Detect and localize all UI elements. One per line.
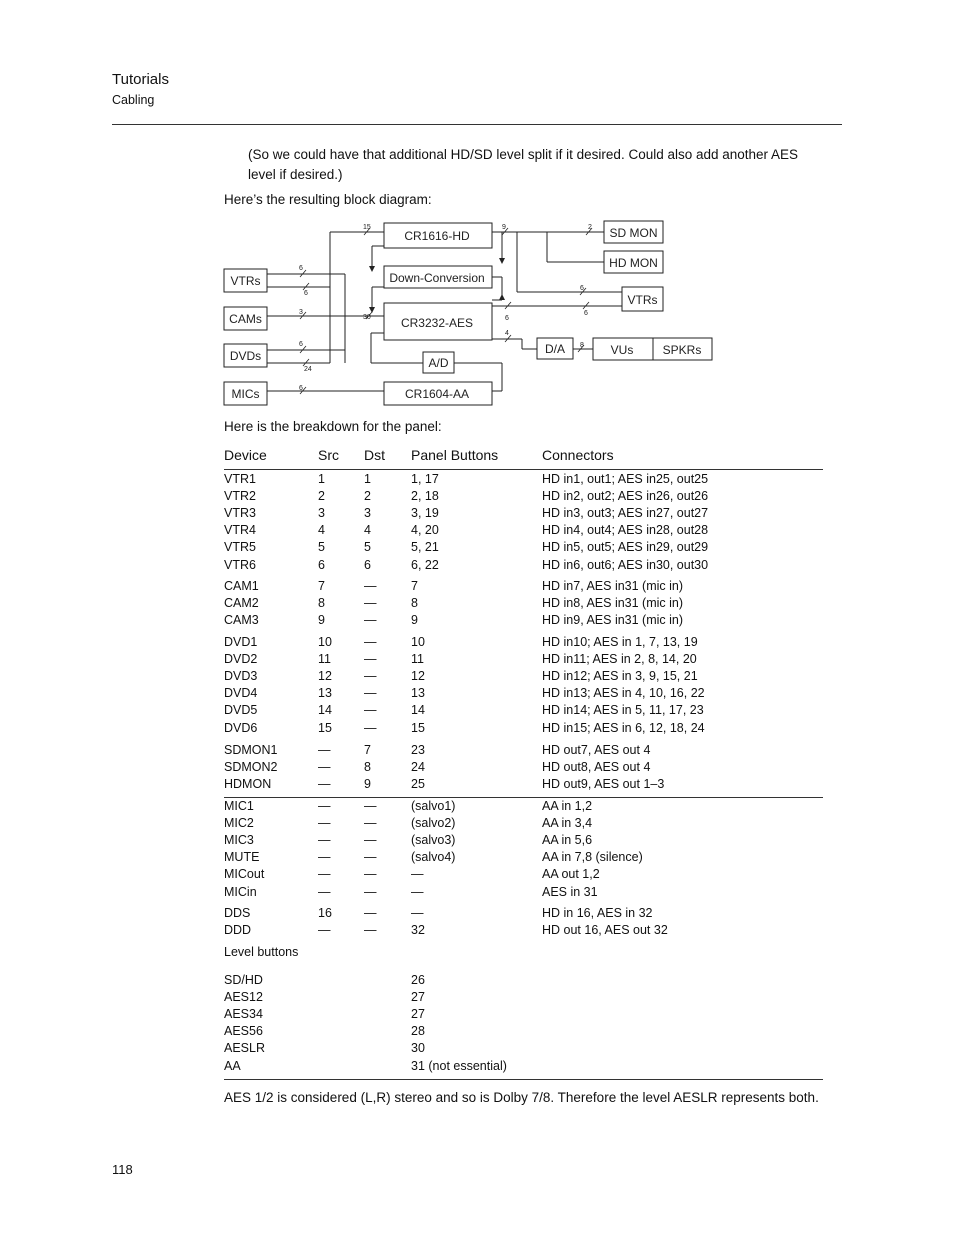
table-cell-connectors: HD in3, out3; AES in27, out27 <box>542 506 709 521</box>
table-cell-src: 15 <box>318 720 332 735</box>
col-header-src: Src <box>318 447 339 463</box>
table-cell-src: — <box>318 743 331 757</box>
table-cell-dst: — <box>364 703 377 718</box>
bus-label-vtr-out-top: 6 <box>580 285 584 292</box>
table-cell-connectors: AA out 1,2 <box>542 867 600 882</box>
cams-label: CAMs <box>229 312 262 326</box>
table-cell-connectors: HD in 16, AES in 32 <box>542 906 653 920</box>
bus-label-vtr-bottom: 6 <box>304 290 308 297</box>
table-cell-dst: — <box>364 923 377 938</box>
table-cell-device: VTR4 <box>224 523 256 538</box>
table-cell-connectors: AA in 3,4 <box>542 816 593 831</box>
bus-label-to-cr3232: 30 <box>363 314 371 321</box>
table-cell-src: 2 <box>318 489 325 504</box>
page-section-subtitle: Cabling <box>112 93 155 107</box>
ad-label: A/D <box>428 356 449 370</box>
table-cell-panel-buttons: 24 <box>411 760 425 775</box>
down-conversion-label: Down-Conversion <box>389 271 485 285</box>
table-cell-dst: — <box>364 850 377 865</box>
spkrs-label: SPKRs <box>662 343 702 357</box>
table-cell-panel-buttons: — <box>411 867 424 882</box>
table-cell-panel-buttons: 12 <box>411 669 425 684</box>
bus-label-dvd-bottom: 24 <box>304 366 312 373</box>
da-label: D/A <box>544 342 566 356</box>
table-cell-dst: 3 <box>364 506 371 521</box>
table-header-rule <box>224 469 823 470</box>
footer-note: AES 1/2 is considered (L,R) stereo and so is Dolby 7/8. Therefore the level AESLR represents both. <box>224 1090 819 1105</box>
col-header-device: Device <box>224 447 267 463</box>
table-cell-device: CAM2 <box>224 596 259 611</box>
bus-label-aes-da: 4 <box>505 330 509 337</box>
table-cell-panel-buttons: 14 <box>411 703 425 718</box>
table-cell-dst: — <box>364 720 377 735</box>
table-cell-panel-buttons: 4, 20 <box>411 523 439 538</box>
table-cell-device: DVD3 <box>224 669 258 684</box>
table-cell-dst: 2 <box>364 489 371 504</box>
mics-label: MICs <box>231 387 260 401</box>
cr1616-label: CR1616-HD <box>404 229 470 243</box>
table-cell-connectors: HD in10; AES in 1, 7, 13, 19 <box>542 635 698 649</box>
table-cell-device: MICin <box>224 884 257 899</box>
table-cell-level-name: AES34 <box>224 1007 263 1022</box>
table-cell-panel-buttons: 10 <box>411 635 425 649</box>
table-cell-panel-buttons: 1, 17 <box>411 472 439 486</box>
table-cell-panel-buttons: 3, 19 <box>411 506 439 521</box>
table-cell-dst: — <box>364 652 377 667</box>
vtrs-out-label: VTRs <box>627 293 658 307</box>
table-cell-src: 7 <box>318 579 325 593</box>
table-cell-device: SDMON1 <box>224 743 278 757</box>
table-cell-level-button: 31 (not essential) <box>411 1058 507 1073</box>
table-cell-device: MUTE <box>224 850 260 865</box>
table-cell-panel-buttons: 23 <box>411 743 425 757</box>
bus-label-vtr-top: 6 <box>299 265 303 272</box>
table-cell-device: DVD4 <box>224 686 258 701</box>
breakdown-caption: Here is the breakdown for the panel: <box>224 419 442 434</box>
table-cell-connectors: HD in5, out5; AES in29, out29 <box>542 540 709 555</box>
table-cell-panel-buttons: (salvo4) <box>411 850 456 865</box>
table-cell-device: CAM3 <box>224 613 259 628</box>
table-cell-level-name: AES12 <box>224 990 263 1005</box>
table-cell-connectors: HD in1, out1; AES in25, out25 <box>542 472 709 486</box>
table-bottom-rule <box>224 1079 823 1080</box>
table-cell-connectors: HD in2, out2; AES in26, out26 <box>542 489 709 504</box>
table-cell-panel-buttons: 11 <box>411 652 424 667</box>
table-cell-device: VTR6 <box>224 557 256 572</box>
table-cell-level-button: 26 <box>411 973 425 987</box>
table-cell-dst: — <box>364 816 377 831</box>
table-cell-panel-buttons: — <box>411 884 424 899</box>
table-cell-src: — <box>318 867 331 882</box>
table-cell-connectors: HD in12; AES in 3, 9, 15, 21 <box>542 669 698 684</box>
table-cell-level-button: 30 <box>411 1041 425 1056</box>
table-cell-src: — <box>318 777 331 792</box>
table-cell-connectors: HD in4, out4; AES in28, out28 <box>542 523 709 538</box>
table-cell-device: CAM1 <box>224 579 259 593</box>
table-cell-connectors: HD in11; AES in 2, 8, 14, 20 <box>542 652 697 667</box>
table-cell-panel-buttons: (salvo2) <box>411 816 456 831</box>
table-cell-level-name: SD/HD <box>224 973 263 987</box>
table-cell-dst: — <box>364 686 377 701</box>
table-cell-dst: — <box>364 867 377 882</box>
table-cell-panel-buttons: 13 <box>411 686 425 701</box>
vtrs-in-label: VTRs <box>230 274 261 288</box>
table-cell-device: DVD6 <box>224 720 258 735</box>
table-cell-connectors: HD out8, AES out 4 <box>542 760 651 775</box>
table-cell-src: 4 <box>318 523 325 538</box>
bus-label-dvd-top: 6 <box>299 341 303 348</box>
diagram-boxes <box>224 221 712 405</box>
table-cell-device: DVD5 <box>224 703 258 718</box>
table-cell-src: — <box>318 816 331 831</box>
table-cell-device: VTR2 <box>224 489 256 504</box>
table-cell-src: 12 <box>318 669 332 684</box>
table-cell-panel-buttons: 6, 22 <box>411 557 439 572</box>
table-cell-dst: — <box>364 579 377 593</box>
table-cell-connectors: HD in9, AES in31 (mic in) <box>542 613 684 628</box>
col-header-panel-buttons: Panel Buttons <box>411 447 499 463</box>
table-cell-device: MIC1 <box>224 799 254 813</box>
table-cell-src: 14 <box>318 703 332 718</box>
table-cell-device: VTR1 <box>224 472 256 486</box>
table-cell-dst: — <box>364 596 377 611</box>
table-cell-connectors: HD in7, AES in31 (mic in) <box>542 579 684 593</box>
table-cell-device: MICout <box>224 867 265 882</box>
table-cell-device: DVD1 <box>224 635 258 649</box>
table-cell-src: — <box>318 833 331 848</box>
bus-label-mic: 6 <box>299 385 303 392</box>
table-cell-device: DVD2 <box>224 652 258 667</box>
table-cell-connectors: AA in 5,6 <box>542 833 593 848</box>
block-diagram <box>0 0 954 420</box>
col-header-connectors: Connectors <box>542 447 614 463</box>
table-cell-dst: 6 <box>364 557 371 572</box>
table-cell-src: 5 <box>318 540 325 555</box>
level-buttons-label: Level buttons <box>224 945 299 959</box>
hd-mon-label: HD MON <box>609 256 658 270</box>
table-cell-connectors: HD in8, AES in31 (mic in) <box>542 596 684 611</box>
table-cell-src: — <box>318 923 331 938</box>
table-cell-dst: — <box>364 884 377 899</box>
table-cell-src: 6 <box>318 557 325 572</box>
intro-line-2: level if desired.) <box>248 167 343 182</box>
table-cell-src: 11 <box>318 652 331 667</box>
table-cell-panel-buttons: 5, 21 <box>411 540 439 555</box>
table-cell-src: — <box>318 760 331 775</box>
table-cell-panel-buttons: (salvo1) <box>411 799 456 813</box>
table-cell-connectors: HD in6, out6; AES in30, out30 <box>542 557 709 572</box>
table-cell-panel-buttons: 15 <box>411 720 425 735</box>
table-cell-connectors: AES in 31 <box>542 884 598 899</box>
bus-label-hd-out: 9 <box>502 224 506 231</box>
table-cell-device: VTR3 <box>224 506 256 521</box>
table-cell-level-button: 28 <box>411 1024 425 1039</box>
table-cell-device: DDS <box>224 906 251 920</box>
table-cell-level-button: 27 <box>411 990 425 1005</box>
table-cell-connectors: HD in15; AES in 6, 12, 18, 24 <box>542 720 705 735</box>
bus-label-da-out: 8 <box>580 342 584 349</box>
table-cell-level-button: 27 <box>411 1007 425 1022</box>
vus-label: VUs <box>610 343 634 357</box>
table-cell-src: 8 <box>318 596 325 611</box>
table-cell-connectors: AA in 1,2 <box>542 799 593 813</box>
table-cell-device: HDMON <box>224 777 272 792</box>
cr3232-label: CR3232-AES <box>400 316 474 330</box>
page-number: 118 <box>112 1162 133 1177</box>
table-cell-connectors: AA in 7,8 (silence) <box>542 850 643 865</box>
table-cell-level-name: AES56 <box>224 1024 263 1039</box>
bus-label-aes-out: 6 <box>505 315 509 322</box>
table-cell-src: 16 <box>318 906 332 920</box>
table-section-rule <box>224 797 823 798</box>
table-cell-dst: 8 <box>364 760 371 775</box>
sd-mon-label: SD MON <box>609 226 658 240</box>
bus-label-cam: 3 <box>299 309 303 316</box>
bus-label-to-cr1616: 15 <box>363 224 371 231</box>
table-cell-dst: — <box>364 833 377 848</box>
table-cell-src: — <box>318 850 331 865</box>
table-cell-dst: — <box>364 669 377 684</box>
dvds-label: DVDs <box>229 349 262 363</box>
table-cell-panel-buttons: 8 <box>411 596 418 611</box>
table-cell-src: 3 <box>318 506 325 521</box>
table-cell-panel-buttons: 25 <box>411 777 425 792</box>
table-cell-level-name: AA <box>224 1058 241 1073</box>
table-cell-src: 13 <box>318 686 332 701</box>
table-cell-connectors: HD out7, AES out 4 <box>542 743 651 757</box>
bus-label-vtr-out-bottom: 6 <box>584 310 588 317</box>
table-cell-dst: 4 <box>364 523 371 538</box>
table-cell-device: MIC2 <box>224 816 254 831</box>
table-cell-device: VTR5 <box>224 540 256 555</box>
table-cell-dst: — <box>364 799 377 813</box>
table-cell-src: 10 <box>318 635 332 649</box>
table-cell-connectors: HD in14; AES in 5, 11, 17, 23 <box>542 703 704 718</box>
table-cell-connectors: HD out 16, AES out 32 <box>542 923 668 938</box>
table-cell-dst: 5 <box>364 540 371 555</box>
table-cell-dst: — <box>364 906 377 920</box>
table-cell-panel-buttons: 7 <box>411 579 418 593</box>
table-cell-device: MIC3 <box>224 833 254 848</box>
table-cell-connectors: HD out9, AES out 1–3 <box>542 777 665 792</box>
table-cell-panel-buttons: 32 <box>411 923 425 938</box>
table-cell-level-name: AESLR <box>224 1041 265 1056</box>
table-cell-panel-buttons: — <box>411 906 424 920</box>
col-header-dst: Dst <box>364 447 385 463</box>
table-cell-panel-buttons: 2, 18 <box>411 489 439 504</box>
table-cell-src: 1 <box>318 472 325 486</box>
bus-label-to-sdmon: 2 <box>588 224 592 231</box>
cr1604-label: CR1604-AA <box>404 387 470 401</box>
table-cell-device: DDD <box>224 923 252 938</box>
table-cell-connectors: HD in13; AES in 4, 10, 16, 22 <box>542 686 705 701</box>
intro-line-1: (So we could have that additional HD/SD level split if it desired. Could also add another AES <box>248 147 799 162</box>
page-section-title: Tutorials <box>112 71 169 88</box>
table-cell-dst: — <box>364 613 377 628</box>
table-cell-src: — <box>318 884 331 899</box>
table-cell-dst: 1 <box>364 472 371 486</box>
table-cell-panel-buttons: (salvo3) <box>411 833 456 848</box>
table-cell-panel-buttons: 9 <box>411 613 418 628</box>
diagram-caption: Here’s the resulting block diagram: <box>224 192 432 207</box>
table-cell-dst: — <box>364 635 377 649</box>
table-cell-dst: 7 <box>364 743 371 757</box>
table-cell-dst: 9 <box>364 777 371 792</box>
table-cell-src: 9 <box>318 613 325 628</box>
table-cell-device: SDMON2 <box>224 760 278 775</box>
table-cell-src: — <box>318 799 331 813</box>
